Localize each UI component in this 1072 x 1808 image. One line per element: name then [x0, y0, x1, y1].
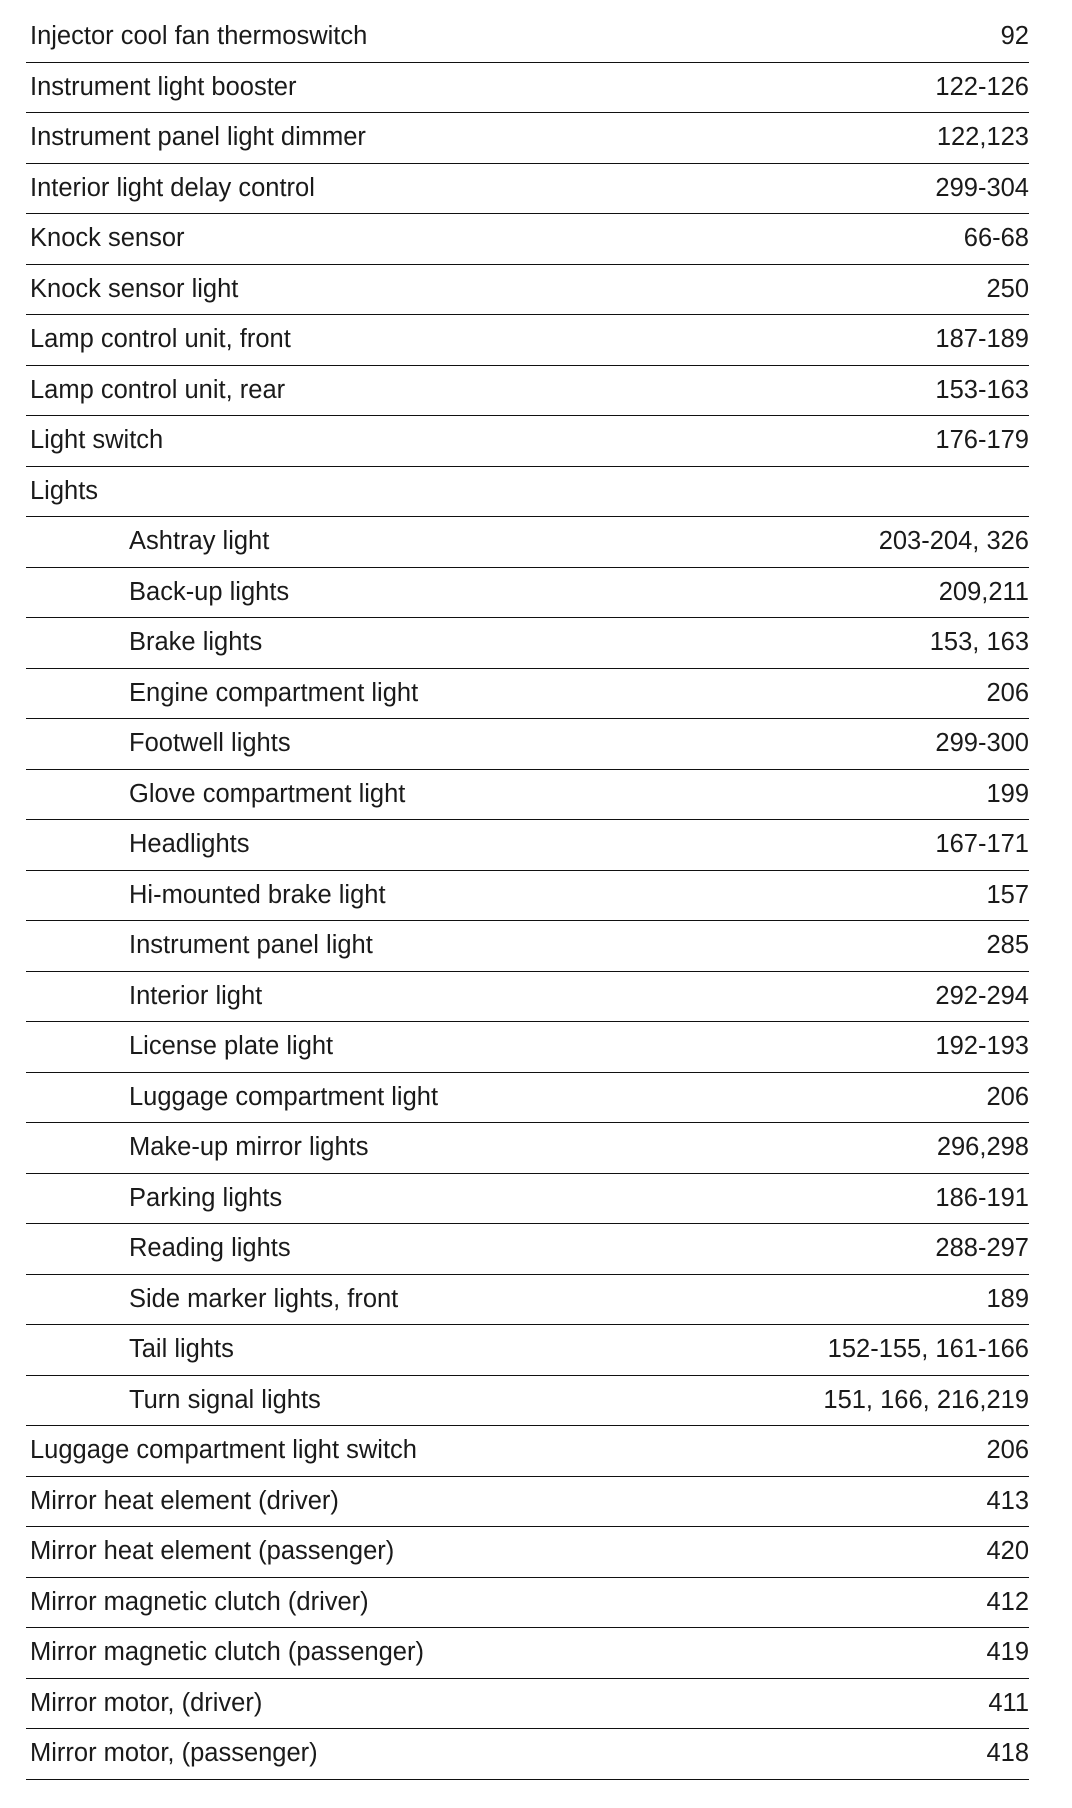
- component-name: Instrument light booster: [30, 72, 297, 101]
- index-subrow: [26, 669, 1029, 720]
- component-name: Tail lights: [129, 1335, 234, 1363]
- component-name: Interior light: [129, 981, 263, 1010]
- index-row: [26, 1578, 1029, 1629]
- page-reference: 420: [986, 1537, 1029, 1565]
- component-index-table: [26, 12, 1029, 1780]
- component-name: Mirror heat element (passenger): [30, 1537, 395, 1565]
- page-reference: 153-163: [935, 375, 1029, 404]
- page-reference: 413: [986, 1486, 1029, 1515]
- index-subrow: [26, 1275, 1029, 1326]
- index-row: [26, 164, 1029, 215]
- component-group-name: Lights: [30, 476, 99, 505]
- index-row: [26, 1679, 1029, 1730]
- component-name: Luggage compartment light: [129, 1082, 439, 1111]
- component-name: Mirror heat element (driver): [30, 1486, 339, 1515]
- component-name: Make-up mirror lights: [129, 1133, 369, 1161]
- index-row: [26, 63, 1029, 114]
- index-row: [26, 1628, 1029, 1679]
- page-reference: 92: [1000, 22, 1029, 50]
- index-row: [26, 416, 1029, 467]
- page-reference: 419: [986, 1638, 1029, 1666]
- index-subrow: [26, 1073, 1029, 1124]
- index-subrow: [26, 1376, 1029, 1427]
- index-row: [26, 12, 1029, 63]
- index-subrow: [26, 568, 1029, 619]
- page-reference: 152-155, 161-166: [827, 1335, 1029, 1363]
- index-subrow: [26, 972, 1029, 1023]
- component-name: Lamp control unit, rear: [30, 375, 286, 404]
- page-reference: 189: [986, 1284, 1029, 1313]
- page-reference: 299-300: [935, 729, 1029, 757]
- page-reference: 153, 163: [929, 628, 1029, 656]
- component-name: Instrument panel light dimmer: [30, 123, 366, 151]
- component-name: Glove compartment light: [129, 779, 406, 808]
- index-row: [26, 366, 1029, 417]
- component-name: Reading lights: [129, 1234, 291, 1262]
- component-name: Engine compartment light: [129, 678, 419, 707]
- page-reference: 167-171: [935, 830, 1029, 858]
- component-name: Lamp control unit, front: [30, 325, 291, 353]
- index-row-group-header: [26, 467, 1029, 518]
- component-name: Light switch: [30, 426, 164, 454]
- page-reference: 292-294: [935, 981, 1029, 1010]
- index-subrow: [26, 517, 1029, 568]
- page-reference: 206: [986, 1082, 1029, 1111]
- index-subrow: [26, 820, 1029, 871]
- component-name: Back-up lights: [129, 577, 290, 606]
- component-name: Hi-mounted brake light: [129, 880, 386, 909]
- component-name: Headlights: [129, 830, 250, 858]
- page-reference: 176-179: [935, 426, 1029, 454]
- page-reference: 203-204, 326: [878, 527, 1029, 555]
- page-reference: 418: [986, 1739, 1029, 1767]
- index-row: [26, 1477, 1029, 1528]
- page-reference: 187-189: [935, 325, 1029, 353]
- component-name: Luggage compartment light switch: [30, 1436, 417, 1464]
- component-name: License plate light: [129, 1032, 334, 1060]
- component-name: Turn signal lights: [129, 1385, 321, 1414]
- page-reference: 285: [986, 931, 1029, 959]
- component-name: Mirror motor, (driver): [30, 1688, 263, 1717]
- index-row: [26, 214, 1029, 265]
- index-subrow: [26, 1325, 1029, 1376]
- page-reference: 157: [986, 880, 1029, 909]
- page-reference: 66-68: [963, 224, 1029, 252]
- component-name: Interior light delay control: [30, 173, 315, 202]
- index-subrow: [26, 1174, 1029, 1225]
- component-name: Knock sensor light: [30, 274, 239, 303]
- page-reference: 299-304: [935, 173, 1029, 202]
- component-name: Brake lights: [129, 628, 263, 656]
- index-subrow: [26, 770, 1029, 821]
- index-subrow: [26, 921, 1029, 972]
- index-subrow: [26, 719, 1029, 770]
- page-reference: 151, 166, 216,219: [823, 1385, 1029, 1414]
- component-name: Ashtray light: [129, 527, 270, 555]
- component-name: Mirror motor, (passenger): [30, 1739, 318, 1767]
- index-subrow: [26, 871, 1029, 922]
- component-name: Parking lights: [129, 1183, 283, 1212]
- index-subrow: [26, 618, 1029, 669]
- page-reference: 250: [986, 274, 1029, 303]
- page-reference: 206: [986, 678, 1029, 707]
- index-subrow: [26, 1224, 1029, 1275]
- index-row: [26, 1426, 1029, 1477]
- page-reference: 122,123: [936, 123, 1029, 151]
- page-reference: 122-126: [935, 72, 1029, 101]
- index-row: [26, 113, 1029, 164]
- component-name: Knock sensor: [30, 224, 185, 252]
- page-reference: 206: [986, 1436, 1029, 1464]
- component-name: Mirror magnetic clutch (driver): [30, 1587, 369, 1616]
- index-row: [26, 1527, 1029, 1578]
- page-reference: 412: [986, 1587, 1029, 1616]
- page-reference: 192-193: [935, 1032, 1029, 1060]
- page-reference: 411: [988, 1688, 1029, 1717]
- component-name: Mirror magnetic clutch (passenger): [30, 1638, 424, 1666]
- page-reference: 199: [986, 779, 1029, 808]
- index-row: [26, 1729, 1029, 1780]
- index-row: [26, 265, 1029, 316]
- component-name: Footwell lights: [129, 729, 291, 757]
- index-row: [26, 315, 1029, 366]
- page-reference: 288-297: [935, 1234, 1029, 1262]
- page-reference: 296,298: [936, 1133, 1029, 1161]
- component-name: Instrument panel light: [129, 931, 373, 959]
- page-reference: 209,211: [938, 577, 1029, 606]
- component-name: Injector cool fan thermoswitch: [30, 22, 368, 50]
- index-subrow: [26, 1022, 1029, 1073]
- page-reference: 186-191: [935, 1183, 1029, 1212]
- index-subrow: [26, 1123, 1029, 1174]
- component-name: Side marker lights, front: [129, 1284, 399, 1313]
